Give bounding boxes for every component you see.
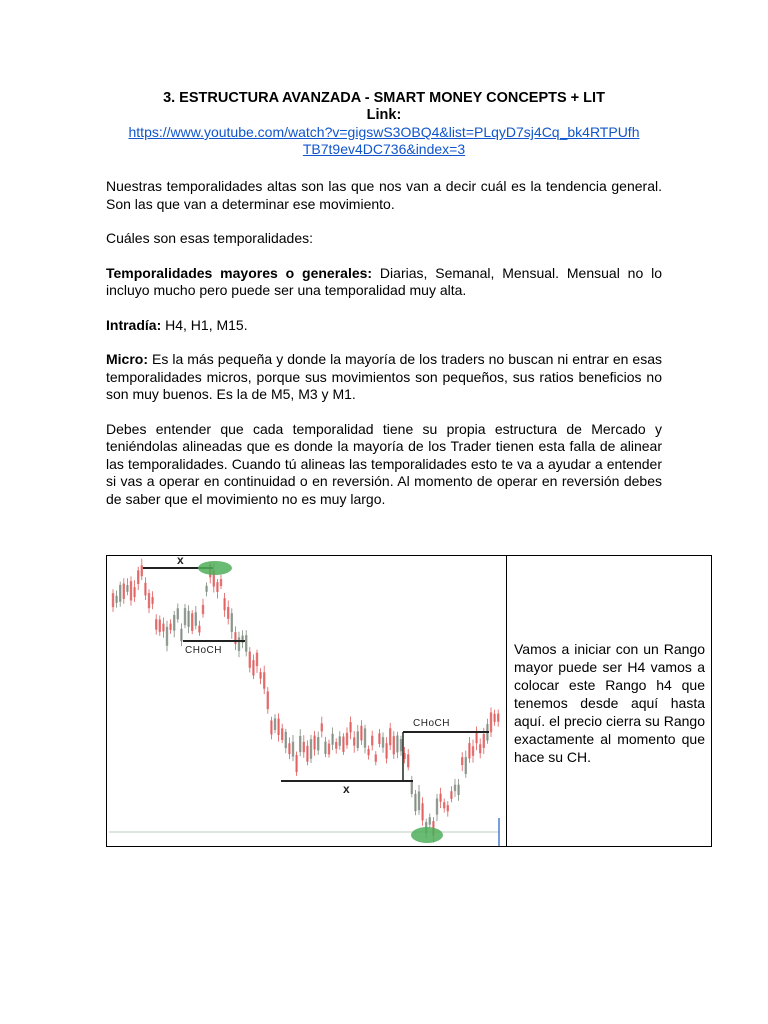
candle-body	[321, 723, 323, 731]
candle-body	[450, 791, 452, 799]
candle-body	[328, 744, 330, 755]
candle-body	[339, 736, 341, 745]
candle-body	[324, 742, 326, 754]
candle-body	[252, 660, 254, 675]
candle-body	[472, 746, 474, 756]
candle-body	[148, 593, 150, 608]
choch-label-left: CHoCH	[185, 645, 222, 656]
candle-body	[364, 728, 366, 747]
label-intradia: Intradía:	[106, 316, 162, 333]
candle-body	[263, 672, 265, 688]
candle-body	[137, 570, 139, 584]
chart-cell	[107, 556, 507, 846]
candle-body	[400, 739, 402, 751]
document-title: 3. ESTRUCTURA AVANZADA - SMART MONEY CONCEPTS + LIT	[163, 90, 605, 106]
candle-body	[342, 737, 344, 752]
candle-body	[245, 635, 247, 652]
candle-body	[375, 755, 377, 762]
candle-body	[119, 585, 121, 602]
candle-body	[443, 802, 445, 808]
candle-body	[144, 583, 146, 596]
candle-body	[475, 733, 477, 743]
candle-body	[490, 712, 492, 732]
candle-body	[223, 598, 225, 610]
label-mayores: Temporalidades mayores o generales:	[106, 264, 373, 281]
candle-body	[465, 757, 467, 774]
candle-body	[378, 733, 380, 744]
candle-body	[292, 742, 294, 757]
candle-body	[277, 719, 279, 735]
candle-body	[249, 652, 251, 668]
candle-body	[216, 582, 218, 592]
candle-body	[331, 734, 333, 745]
candle-body	[454, 785, 456, 791]
candle-body	[162, 624, 164, 632]
candle-body	[396, 736, 398, 753]
candle-body	[285, 732, 287, 748]
candle-body	[346, 733, 348, 745]
candle-body	[130, 581, 132, 600]
paragraph-micro	[106, 351, 662, 404]
candle-body	[461, 757, 463, 765]
candle-body	[191, 613, 193, 631]
description-cell	[507, 556, 711, 846]
candle-body	[353, 737, 355, 745]
candle-body	[173, 615, 175, 631]
candle-body	[274, 718, 276, 730]
candle-body	[421, 803, 423, 820]
candle-body	[497, 714, 499, 722]
candle-body	[231, 613, 233, 632]
chart-description: Vamos a iniciar con un Rango mayor puede ser H4 vamos a colocar este Rango h4 que tenemos desde aquí hasta aquí. el precio cierra su Rango exactamente al momento que hace su CH.	[514, 641, 705, 765]
candle-body	[180, 629, 182, 641]
candle-body	[169, 624, 171, 630]
candle-body	[335, 742, 337, 749]
candle-body	[141, 565, 143, 576]
candle-body	[418, 792, 420, 811]
mark-top: x	[177, 556, 184, 567]
candle-body	[407, 754, 409, 767]
candle-body	[371, 736, 373, 746]
video-link[interactable]	[106, 124, 662, 158]
candle-body	[436, 799, 438, 815]
candle-body	[306, 746, 308, 762]
candle-body	[357, 732, 359, 749]
paragraph-mayores	[106, 265, 662, 300]
candle-body	[126, 585, 128, 592]
candle-body	[349, 722, 351, 732]
candle-body	[270, 721, 272, 735]
video-link-line2[interactable]: TB7t9ev4DC736&index=3	[302, 141, 466, 157]
video-link-line1[interactable]: https://www.youtube.com/watch?v=gigswS3OBQ4&list=PLqyD7sj4Cq_bk4RTPUfh	[128, 124, 640, 140]
candle-body	[493, 714, 495, 722]
paragraph-intradia	[106, 317, 662, 335]
candle-body	[389, 728, 391, 745]
text-micro: Es la más pequeña y donde la mayoría de los traders no buscan ni entrar en esas temporalidades micros, porque sus movimientos son pequeños, sus ratios beneficios no son muy buenos. Es la de M5, M3 y M1.	[106, 351, 662, 402]
candle-body	[382, 737, 384, 747]
candle-body	[112, 593, 114, 607]
swing-high-marker	[198, 561, 232, 575]
candle-body	[479, 744, 481, 753]
link-label: Link:	[366, 107, 402, 123]
candle-body	[367, 749, 369, 755]
candle-body	[317, 737, 319, 750]
document-page	[106, 90, 662, 508]
candle-body	[360, 726, 362, 741]
paragraph-cuales: Cuáles son esas temporalidades:	[106, 230, 314, 246]
candle-body	[155, 619, 157, 630]
candle-body	[115, 596, 117, 603]
candle-body	[198, 626, 200, 633]
candle-body	[439, 794, 441, 802]
candle-body	[303, 742, 305, 753]
paragraph-tendencia: Nuestras temporalidades altas son las que nos van a decir cuál es la tendencia general. Son las que van a determinar ese movimiento.	[106, 178, 662, 212]
candle-body	[414, 794, 416, 811]
mark-bottom: x	[343, 782, 350, 796]
swing-low-marker	[411, 827, 443, 843]
candle-body	[299, 736, 301, 752]
label-micro: Micro:	[106, 351, 148, 367]
candle-body	[166, 627, 168, 646]
candle-body	[259, 672, 261, 679]
candle-body	[159, 620, 161, 632]
candle-body	[483, 734, 485, 748]
candle-body	[205, 586, 207, 592]
candle-body	[411, 782, 413, 794]
candle-body	[220, 579, 222, 586]
candle-body	[267, 692, 269, 710]
candle-body	[385, 743, 387, 758]
candle-body	[202, 605, 204, 614]
chart-table	[106, 555, 712, 847]
choch-label-right: CHoCH	[413, 718, 450, 729]
candle-body	[195, 612, 197, 626]
text-mayores: Diarias, Semanal, Mensual. Mensual no lo incluyo mucho pero puede ser una temporalidad muy alta.	[106, 264, 662, 298]
candle-body	[457, 785, 459, 795]
candle-body	[288, 743, 290, 754]
candle-body	[238, 637, 240, 651]
candle-body	[151, 597, 153, 604]
candle-body	[429, 817, 431, 824]
candle-body	[227, 607, 229, 619]
candle-body	[313, 736, 315, 750]
candle-body	[256, 653, 258, 666]
candle-body	[295, 755, 297, 772]
paragraph-estructura: Debes entender que cada temporalidad tiene su propia estructura de Mercado y teniéndolas alineadas que es donde la mayoría de los Trader tienen esta falla de alinear las temporalidades. Cuando tú alineas las temporalidades esto te va a ayudar a entender si vas a operar en continuidad o en reversión. Al momento de operar en reversión debes de saber que el movimiento no es muy largo.	[106, 420, 662, 507]
candle-body	[123, 584, 125, 599]
candle-body	[177, 608, 179, 619]
candle-body	[234, 632, 236, 644]
candle-body	[187, 611, 189, 627]
candle-body	[393, 736, 395, 754]
candle-body	[184, 608, 186, 625]
candle-body	[133, 587, 135, 597]
text-intradia: H4, H1, M15.	[161, 316, 248, 333]
candle-body	[468, 743, 470, 758]
price-chart-image	[107, 556, 507, 846]
candle-body	[403, 753, 405, 759]
candle-body	[447, 805, 449, 811]
candle-body	[310, 739, 312, 759]
candle-body	[281, 728, 283, 740]
